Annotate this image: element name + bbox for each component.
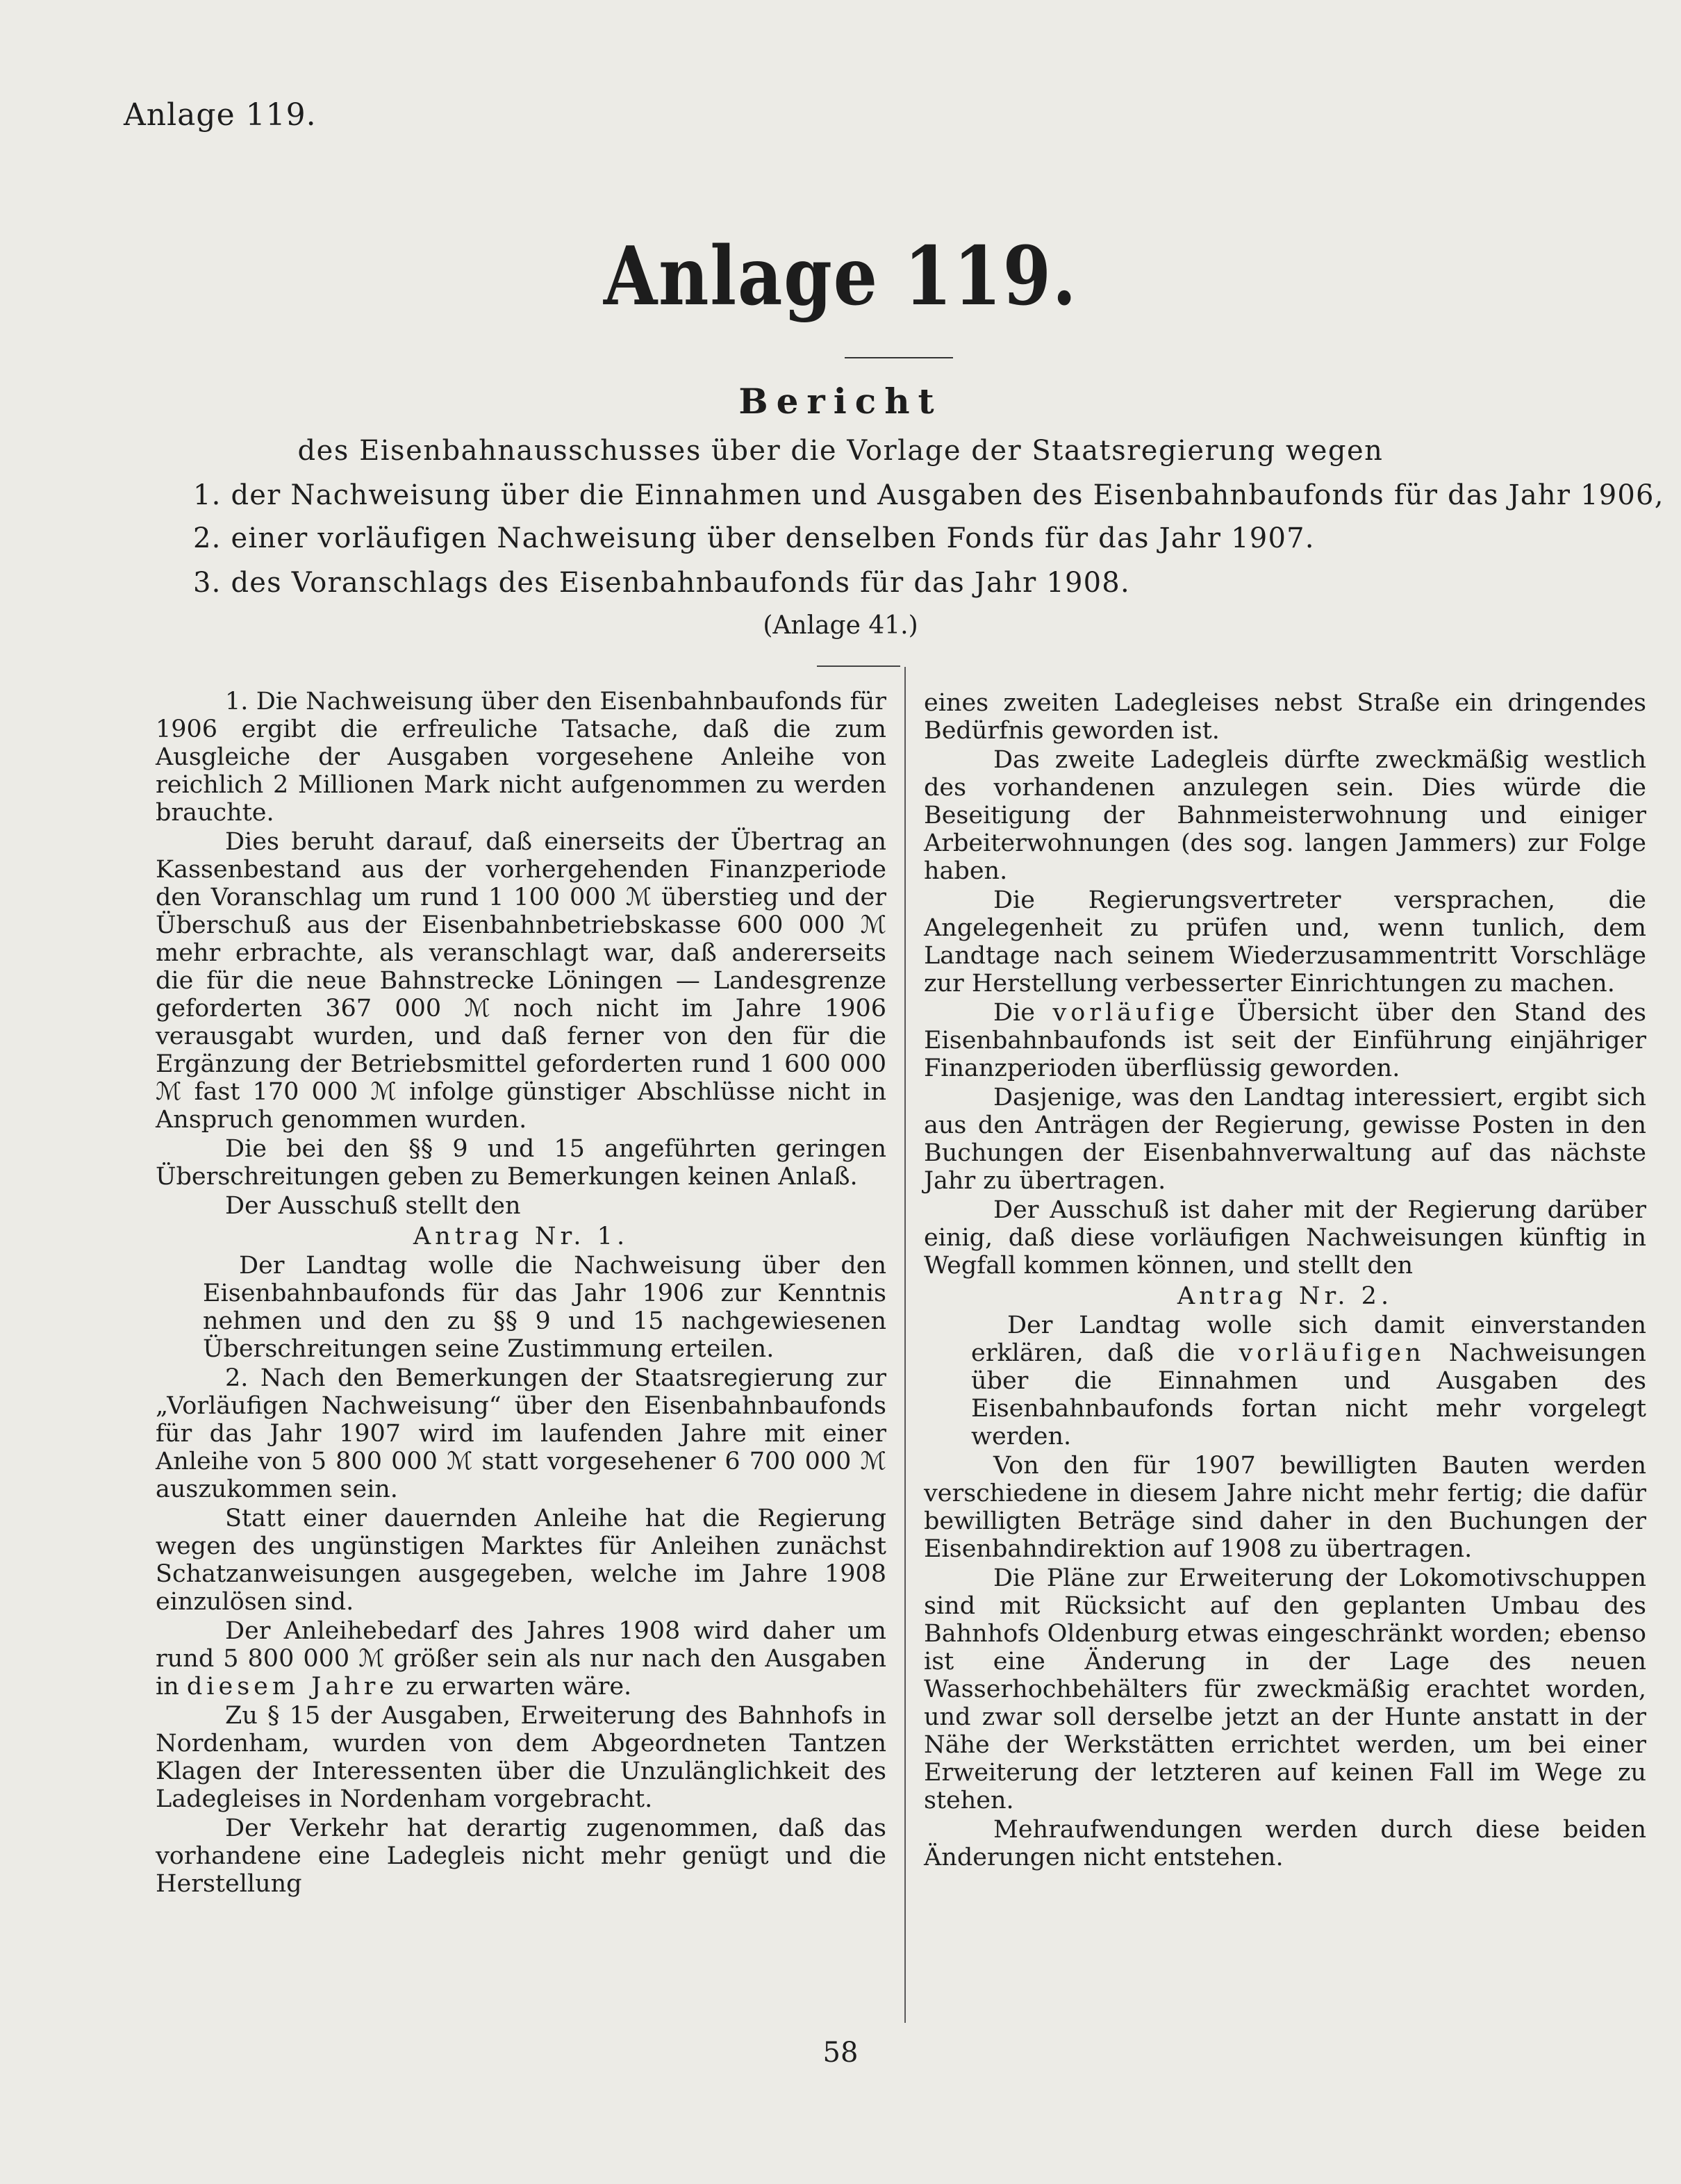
paragraph: [156, 1617, 886, 1701]
motion-2-title: Antrag Nr. 2.: [1177, 1282, 1393, 1310]
motion-1-body: Der Landtag wolle die Nachweisung über den Eisenbahnbaufonds für das Jahr 1906 zur Kenntnis nehmen und den zu §§ 9 und 15 nachgewiesenen Überschreitungen seine Zustimmung erteilen.: [203, 1252, 886, 1363]
title-divider: [845, 357, 953, 358]
report-subtitle: des Eisenbahnausschusses über die Vorlage der Staatsregierung wegen: [297, 435, 1384, 467]
paragraph: Dies beruht darauf, daß einerseits der Übertrag an Kassenbestand aus der vorhergehenden Finanzperiode den Voranschlag um rund 1 100 000 ℳ überstieg und der Überschuß aus der Eisenbahnbetriebskasse 600 000 ℳ mehr erbrachte, als veranschlagt war, daß andererseits die für die neue Bahnstrecke Löningen — Landesgrenze geforderten 367 000 ℳ noch nicht im Jahre 1906 verausgabt wurden, und daß ferner von den für die Ergänzung der Betriebsmittel geforderten rund 1 600 000 ℳ fast 170 000 ℳ infolge günstiger Abschlüsse nicht in Anspruch genommen wurden.: [156, 828, 886, 1134]
paragraph: [924, 999, 1646, 1082]
running-head: Anlage 119.: [124, 97, 317, 133]
paragraph: Mehraufwendungen werden durch diese beiden Änderungen nicht entstehen.: [924, 1816, 1646, 1871]
report-heading: Bericht: [738, 381, 943, 422]
left-column: [156, 688, 886, 1899]
page-title: Anlage 119.: [603, 229, 1078, 324]
paragraph: eines zweiten Ladegleises nebst Straße ein dringendes Bedürfnis geworden ist.: [924, 689, 1646, 745]
paragraph: Zu § 15 der Ausgaben, Erweiterung des Bahnhofs in Nordenham, wurden von dem Abgeordneten Tantzen Klagen der Interessenten über die Unzulänglichkeit des Ladegleises in Nordenham vorgebracht.: [156, 1702, 886, 1813]
paragraph: Die bei den §§ 9 und 15 angeführten geringen Überschreitungen geben zu Bemerkungen keinen Anlaß.: [156, 1135, 886, 1191]
text-run: Der Anleihebedarf des Jahres 1908 wird daher um rund 5 800 000 ℳ größer sein als nur nach den Ausgaben in: [156, 1617, 886, 1701]
column-divider: [904, 667, 906, 2023]
column-top-rule: [817, 665, 900, 667]
motion-1-title: Antrag Nr. 1.: [413, 1223, 629, 1250]
motion-2-body: [924, 1312, 1646, 1450]
right-column: [924, 689, 1646, 1873]
paragraph: 2. Nach den Bemerkungen der Staatsregierung zur „Vorläufigen Nachweisung“ über den Eisenbahnbaufonds für das Jahr 1907 wird im laufenden Jahre mit einer Anleihe von 5 800 000 ℳ statt vorgesehener 6 700 000 ℳ auszukommen sein.: [156, 1364, 886, 1503]
emphasized-text: vorläufige: [1052, 999, 1219, 1027]
paragraph: Das zweite Ladegleis dürfte zweckmäßig westlich des vorhandenen anzulegen sein. Dies würde die Beseitigung der Bahnmeisterwohnung und einiger Arbeiterwohnungen (des sog. langen Jammers) zur Folge haben.: [924, 746, 1646, 885]
subject-item-2: 2. einer vorläufigen Nachweisung über denselben Fonds für das Jahr 1907.: [193, 522, 1315, 554]
text-run: Die: [993, 999, 1035, 1027]
page-number: 58: [822, 2037, 859, 2069]
emphasized-text: vorläufigen: [1239, 1339, 1425, 1367]
paragraph: Dasjenige, was den Landtag interessiert, ergibt sich aus den Anträgen der Regierung, gewisse Posten in den Buchungen der Eisenbahnverwaltung auf das nächste Jahr zu übertragen.: [924, 1084, 1646, 1195]
paragraph: Der Ausschuß stellt den: [225, 1192, 521, 1220]
paragraph: Von den für 1907 bewilligten Bauten werden verschiedene in diesem Jahre nicht mehr fertig; die dafür bewilligten Beträge sind daher in den Buchungen der Eisenbahndirektion auf 1908 zu übertragen.: [924, 1452, 1646, 1563]
appendix-reference: (Anlage 41.): [763, 611, 918, 640]
paragraph: Die Regierungsvertreter versprachen, die Angelegenheit zu prüfen und, wenn tunlich, dem Landtage nach seinem Wiederzusammentritt Vorschläge zur Herstellung verbesserter Einrichtungen zu machen.: [924, 886, 1646, 998]
paragraph: Der Ausschuß ist daher mit der Regierung darüber einig, daß diese vorläufigen Nachweisungen künftig in Wegfall kommen können, und stellt den: [924, 1196, 1646, 1280]
paragraph: Der Verkehr hat derartig zugenommen, daß das vorhandene eine Ladegleis nicht mehr genügt und die Herstellung: [156, 1814, 886, 1898]
subject-item-3: 3. des Voranschlags des Eisenbahnbaufonds für das Jahr 1908.: [193, 567, 1130, 599]
text-run: Nachweisungen über die Einnahmen und Ausgaben des Eisenbahnbaufonds fortan nicht mehr vorgelegt werden.: [971, 1339, 1646, 1450]
paragraph: Die Pläne zur Erweiterung der Lokomotivschuppen sind mit Rücksicht auf den geplanten Umbau des Bahnhofs Oldenburg etwas eingeschränkt worden; ebenso ist eine Änderung in der Lage des neuen Wasserhochbehälters für zweckmäßig erachtet worden, und zwar soll derselbe jetzt an der Hunte anstatt in der Nähe der Werkstätten errichtet werden, um bei einer Erweiterung der letzteren auf keinen Fall im Wege zu stehen.: [924, 1564, 1646, 1814]
text-run: Der Landtag wolle sich damit einverstanden erklären, daß die: [971, 1312, 1646, 1367]
subject-item-1: 1. der Nachweisung über die Einnahmen und Ausgaben des Eisenbahnbaufonds für das Jahr 1906,: [193, 479, 1664, 511]
text-run: zu erwarten wäre.: [406, 1673, 632, 1701]
paragraph: 1. Die Nachweisung über den Eisenbahnbaufonds für 1906 ergibt die erfreuliche Tatsache, daß die zum Ausgleiche der Ausgaben vorgesehene Anleihe von reichlich 2 Millionen Mark nicht aufgenommen zu werden brauchte.: [156, 688, 886, 827]
emphasized-text: diesem Jahre: [186, 1673, 399, 1701]
paragraph: Statt einer dauernden Anleihe hat die Regierung wegen des ungünstigen Marktes für Anleihen zunächst Schatzanweisungen ausgegeben, welche im Jahre 1908 einzulösen sind.: [156, 1505, 886, 1616]
text-run: Übersicht über den Stand des Eisenbahnbaufonds ist seit der Einführung einjähriger Finanzperioden überflüssig geworden.: [924, 999, 1646, 1082]
